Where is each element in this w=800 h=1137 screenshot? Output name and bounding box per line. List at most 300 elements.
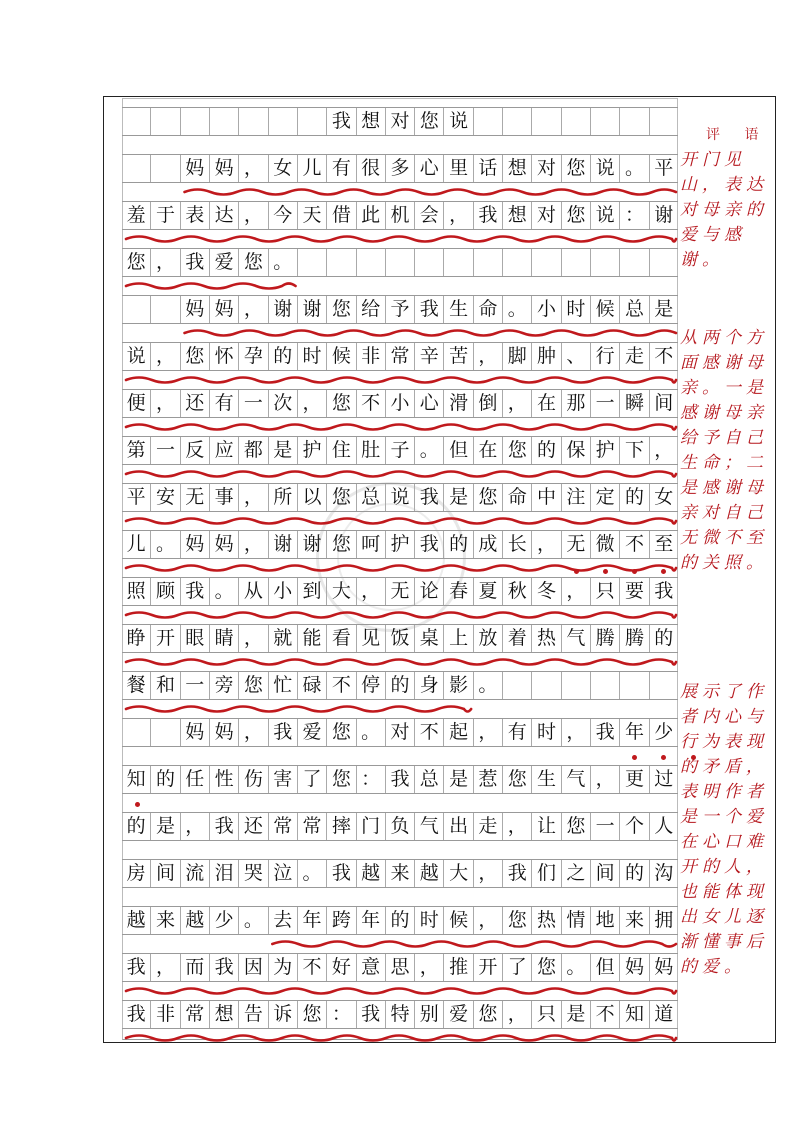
grid-cell: 妈 xyxy=(654,956,674,978)
grid-cell: 常 xyxy=(386,343,415,370)
grid-cell: 我 xyxy=(415,296,444,323)
grid-cell: 至 xyxy=(654,533,674,555)
grid-cell xyxy=(474,249,503,276)
grid-cell: 候 xyxy=(327,343,356,370)
grid-cell: 就 xyxy=(269,625,298,652)
grid-cell: ， xyxy=(239,296,268,323)
grid-cell: 能 xyxy=(298,625,327,652)
grid-cell: 不 xyxy=(415,719,444,746)
grid-cell: 。 xyxy=(620,155,649,182)
text-row xyxy=(122,295,678,324)
text-row xyxy=(122,436,678,465)
grid-cell: 一 xyxy=(591,813,620,840)
grid-cell: 、 xyxy=(562,343,591,370)
grid-cell: 小 xyxy=(532,296,561,323)
grid-cell: 妈 xyxy=(181,296,210,323)
text-row xyxy=(122,154,678,183)
grid-cell: 我 xyxy=(357,1001,386,1028)
wavy-underline xyxy=(122,1031,678,1045)
grid-cell: 的 xyxy=(654,627,674,649)
grid-cell: 您 xyxy=(327,296,356,323)
grid-cell: 泣 xyxy=(269,860,298,887)
grid-cell: 我 xyxy=(210,954,239,981)
grid-cell: 您 xyxy=(181,343,210,370)
grid-cell: 别 xyxy=(415,1001,444,1028)
grid-cell: 气 xyxy=(562,766,591,793)
grid-cell: 里 xyxy=(444,155,473,182)
grid-cell xyxy=(562,249,591,276)
grid-cell: 照 xyxy=(122,578,151,605)
grid-cell: 沟 xyxy=(654,862,674,884)
grid-cell: 生 xyxy=(444,296,473,323)
grid-cell: 越 xyxy=(181,907,210,934)
grid-cell: 忙 xyxy=(269,672,298,699)
grid-cell: 。 xyxy=(562,954,591,981)
grid-cell: 伤 xyxy=(239,766,268,793)
grid-cell: 气 xyxy=(562,625,591,652)
grid-cell: 说 xyxy=(386,484,415,511)
grid-cell: 想 xyxy=(210,1001,239,1028)
wavy-underline xyxy=(122,984,678,998)
grid-cell: 成 xyxy=(474,531,503,558)
grid-cell: 常 xyxy=(298,813,327,840)
grid-cell xyxy=(620,108,649,135)
grid-cell: 走 xyxy=(474,813,503,840)
grid-cell: 的 xyxy=(444,531,473,558)
grid-cell: 我 xyxy=(415,531,444,558)
grid-cell: 命 xyxy=(503,484,532,511)
grid-cell: 因 xyxy=(239,954,268,981)
grid-cell: ： xyxy=(620,202,649,229)
grid-cell: 房 xyxy=(122,860,151,887)
grid-cell: ： xyxy=(327,1001,356,1028)
title-row xyxy=(122,107,678,136)
grid-cell xyxy=(650,108,678,135)
grid-cell: 谢 xyxy=(269,296,298,323)
wavy-underline xyxy=(122,937,678,951)
grid-cell: 对 xyxy=(532,202,561,229)
grid-cell: 冬 xyxy=(532,578,561,605)
grid-cell: 有 xyxy=(210,390,239,417)
grid-cell: 心 xyxy=(415,155,444,182)
grid-cell: ， xyxy=(239,625,268,652)
grid-cell: 是 xyxy=(151,813,180,840)
grid-cell: 的 xyxy=(151,766,180,793)
grid-cell: 时 xyxy=(562,296,591,323)
grid-cell: 走 xyxy=(620,343,649,370)
grid-cell: 您 xyxy=(503,766,532,793)
grid-cell: 很 xyxy=(357,155,386,182)
grid-cell: ， xyxy=(503,390,532,417)
grid-cell: 好 xyxy=(327,954,356,981)
grid-cell: 桌 xyxy=(415,625,444,652)
grid-cell: 说 xyxy=(591,202,620,229)
grid-cell xyxy=(151,108,180,135)
wavy-underline xyxy=(122,373,678,387)
grid-cell: 谢 xyxy=(298,296,327,323)
text-row xyxy=(122,812,678,841)
grid-cell xyxy=(327,249,356,276)
grid-cell: 为 xyxy=(269,954,298,981)
grid-cell: 以 xyxy=(298,484,327,511)
grid-cell: 小 xyxy=(269,578,298,605)
grid-cell: 但 xyxy=(444,437,473,464)
grid-cell: 旁 xyxy=(210,672,239,699)
grid-cell: 有 xyxy=(327,155,356,182)
grid-cell: 护 xyxy=(386,531,415,558)
grid-cell: 今 xyxy=(269,202,298,229)
grid-cell xyxy=(591,672,620,699)
grid-cell: 妈 xyxy=(210,719,239,746)
grid-cell: ， xyxy=(474,860,503,887)
grid-cell: 我 xyxy=(591,719,620,746)
grid-cell: 意 xyxy=(357,954,386,981)
grid-cell: 肿 xyxy=(532,343,561,370)
grid-cell: 之 xyxy=(562,860,591,887)
grid-cell: 。 xyxy=(239,907,268,934)
grid-cell: 住 xyxy=(327,437,356,464)
grid-cell: 去 xyxy=(269,907,298,934)
grid-cell xyxy=(210,108,239,135)
grid-cell: 给 xyxy=(357,296,386,323)
grid-cell: 开 xyxy=(474,954,503,981)
grid-cell: 思 xyxy=(386,954,415,981)
grid-cell: 您 xyxy=(122,249,151,276)
grid-cell xyxy=(239,108,268,135)
grid-cell xyxy=(650,672,678,699)
grid-cell: 天 xyxy=(298,202,327,229)
grid-cell: 过 xyxy=(654,768,674,790)
grid-cell: 。 xyxy=(474,672,503,699)
grid-cell: 。 xyxy=(357,719,386,746)
grid-cell: 睛 xyxy=(210,625,239,652)
grid-cell xyxy=(415,249,444,276)
grid-cell: 谢 xyxy=(298,531,327,558)
grid-cell: ， xyxy=(654,439,674,461)
grid-cell: 出 xyxy=(444,813,473,840)
grid-cell: ， xyxy=(239,531,268,558)
wavy-underline xyxy=(122,232,678,246)
grid-cell: 妈 xyxy=(210,155,239,182)
grid-cell: ， xyxy=(239,155,268,182)
grid-cell: 知 xyxy=(620,1001,649,1028)
grid-cell: 见 xyxy=(357,625,386,652)
grid-cell: 总 xyxy=(620,296,649,323)
grid-cell: 您 xyxy=(562,155,591,182)
grid-cell: 女 xyxy=(269,155,298,182)
grid-cell: 生 xyxy=(532,766,561,793)
grid-cell: 年 xyxy=(357,907,386,934)
grid-cell: ， xyxy=(239,202,268,229)
grid-cell xyxy=(620,672,649,699)
wavy-underline xyxy=(122,467,678,481)
grid-cell: 平 xyxy=(654,157,674,179)
grid-cell xyxy=(151,155,180,182)
grid-cell: 妈 xyxy=(210,296,239,323)
wavy-underline xyxy=(122,561,678,575)
grid-cell: 睁 xyxy=(122,625,151,652)
grid-cell xyxy=(357,249,386,276)
grid-cell: 脚 xyxy=(503,343,532,370)
grid-cell: ， xyxy=(239,484,268,511)
grid-cell: 大 xyxy=(327,578,356,605)
grid-cell: 来 xyxy=(386,860,415,887)
grid-cell: 事 xyxy=(210,484,239,511)
emphasis-dot xyxy=(603,569,608,574)
grid-cell: 倒 xyxy=(474,390,503,417)
grid-cell: 。 xyxy=(503,296,532,323)
grid-cell: 您 xyxy=(239,249,268,276)
grid-cell: 的 xyxy=(269,343,298,370)
grid-cell: 那 xyxy=(562,390,591,417)
grid-cell: 时 xyxy=(415,907,444,934)
grid-cell: 情 xyxy=(562,907,591,934)
grid-cell: ， xyxy=(562,719,591,746)
grid-cell: 总 xyxy=(415,766,444,793)
text-row xyxy=(122,248,678,277)
grid-cell: 便 xyxy=(122,390,151,417)
grid-cell: ， xyxy=(503,1001,532,1028)
grid-cell: 了 xyxy=(503,954,532,981)
grid-cell: 您 xyxy=(327,484,356,511)
grid-cell: 借 xyxy=(327,202,356,229)
wavy-underline xyxy=(122,279,678,293)
grid-cell: 机 xyxy=(386,202,415,229)
grid-cell: 爱 xyxy=(210,249,239,276)
grid-cell: 非 xyxy=(357,343,386,370)
grid-cell: 我 xyxy=(415,484,444,511)
grid-cell: 气 xyxy=(415,813,444,840)
grid-cell: 来 xyxy=(620,907,649,934)
grid-cell: 时 xyxy=(298,343,327,370)
grid-cell: 热 xyxy=(532,907,561,934)
grid-cell: ： xyxy=(357,766,386,793)
grid-cell xyxy=(532,672,561,699)
grid-cell: 反 xyxy=(181,437,210,464)
grid-cell xyxy=(562,672,591,699)
grid-cell: 我 xyxy=(181,249,210,276)
wavy-underline xyxy=(122,420,678,434)
grid-cell: 心 xyxy=(415,390,444,417)
grid-cell: 推 xyxy=(444,954,473,981)
grid-cell: 候 xyxy=(444,907,473,934)
comment-1: 开门见山，表达对母亲的爱与感谢。 xyxy=(680,150,768,270)
grid-cell: 妈 xyxy=(181,531,210,558)
grid-cell: 们 xyxy=(532,860,561,887)
wavy-underline xyxy=(122,185,678,199)
grid-cell: 苦 xyxy=(444,343,473,370)
grid-cell: 我 xyxy=(210,813,239,840)
grid-cell: 您 xyxy=(327,531,356,558)
grid-cell: 多 xyxy=(386,155,415,182)
grid-cell xyxy=(503,108,532,135)
grid-cell: ， xyxy=(357,578,386,605)
grid-cell: 于 xyxy=(151,202,180,229)
grid-cell xyxy=(503,672,532,699)
grid-cell: 从 xyxy=(239,578,268,605)
grid-cell: 您 xyxy=(503,437,532,464)
text-row xyxy=(122,671,678,700)
grid-cell: 间 xyxy=(591,860,620,887)
grid-cell: 谢 xyxy=(654,204,674,226)
grid-cell: 的 xyxy=(122,813,151,840)
grid-cell: 您 xyxy=(298,1001,327,1028)
grid-cell: 到 xyxy=(298,578,327,605)
grid-cell: 间 xyxy=(654,392,674,414)
grid-cell: 您 xyxy=(327,390,356,417)
grid-cell: 告 xyxy=(239,1001,268,1028)
grid-cell: 不 xyxy=(654,345,674,367)
grid-cell: 不 xyxy=(591,1001,620,1028)
grid-cell: 呵 xyxy=(357,531,386,558)
grid-cell: 候 xyxy=(591,296,620,323)
grid-cell: 一 xyxy=(151,437,180,464)
grid-cell: 是 xyxy=(444,766,473,793)
grid-cell: 的 xyxy=(386,672,415,699)
grid-cell: ， xyxy=(415,954,444,981)
grid-cell: 饭 xyxy=(386,625,415,652)
grid-cell: 常 xyxy=(181,1001,210,1028)
text-row xyxy=(122,342,678,371)
grid-cell: 妈 xyxy=(620,954,649,981)
grid-cell: 年 xyxy=(620,719,649,746)
grid-cell: 所 xyxy=(269,484,298,511)
grid-cell: 我 xyxy=(122,1001,151,1028)
grid-cell: 哭 xyxy=(239,860,268,887)
text-row xyxy=(122,953,678,982)
grid-cell: 跨 xyxy=(327,907,356,934)
grid-cell: ， xyxy=(444,202,473,229)
grid-cell: 了 xyxy=(298,766,327,793)
grid-cell: 论 xyxy=(415,578,444,605)
grid-cell: 腾 xyxy=(591,625,620,652)
grid-cell: 拥 xyxy=(654,909,674,931)
grid-cell: 滑 xyxy=(444,390,473,417)
grid-cell: 一 xyxy=(239,390,268,417)
grid-cell: 达 xyxy=(210,202,239,229)
grid-cell: 但 xyxy=(591,954,620,981)
grid-cell: 无 xyxy=(181,484,210,511)
grid-cell: 妈 xyxy=(210,531,239,558)
grid-cell: 地 xyxy=(591,907,620,934)
grid-cell xyxy=(591,249,620,276)
grid-cell xyxy=(532,108,561,135)
grid-cell: 我 xyxy=(327,860,356,887)
grid-cell: 惹 xyxy=(474,766,503,793)
grid-cell: 您 xyxy=(327,719,356,746)
grid-cell: 碌 xyxy=(298,672,327,699)
text-row xyxy=(122,906,678,935)
grid-cell: 应 xyxy=(210,437,239,464)
grid-cell: 是 xyxy=(654,298,674,320)
grid-cell: 瞬 xyxy=(620,390,649,417)
grid-cell: 您 xyxy=(503,907,532,934)
grid-cell: 是 xyxy=(562,1001,591,1028)
grid-cell: 予 xyxy=(386,296,415,323)
grid-cell xyxy=(181,108,210,135)
grid-cell: 我 xyxy=(654,580,674,602)
grid-cell: 女 xyxy=(654,486,674,508)
grid-cell: 负 xyxy=(386,813,415,840)
text-row xyxy=(122,577,678,606)
grid-cell: 此 xyxy=(357,202,386,229)
wavy-underline xyxy=(122,326,678,340)
grid-cell: 诉 xyxy=(269,1001,298,1028)
grid-cell: 表 xyxy=(181,202,210,229)
grid-cell: 子 xyxy=(386,437,415,464)
grid-cell: 无 xyxy=(562,531,591,558)
text-row xyxy=(122,530,678,559)
grid-cell: 您 xyxy=(474,484,503,511)
grid-cell: 个 xyxy=(620,813,649,840)
wavy-underline xyxy=(122,608,678,622)
grid-cell: 我 xyxy=(474,202,503,229)
grid-cell: 安 xyxy=(151,484,180,511)
grid-cell: 对 xyxy=(386,719,415,746)
grid-cell: 只 xyxy=(532,1001,561,1028)
grid-cell: ， xyxy=(298,390,327,417)
grid-cell: 注 xyxy=(562,484,591,511)
grid-cell: 谢 xyxy=(269,531,298,558)
grid-cell: 停 xyxy=(357,672,386,699)
grid-cell: 年 xyxy=(298,907,327,934)
grid-cell: 小 xyxy=(386,390,415,417)
text-row xyxy=(122,859,678,888)
grid-cell: 餐 xyxy=(122,672,151,699)
grid-cell: 中 xyxy=(532,484,561,511)
text-row xyxy=(122,389,678,418)
grid-cell: 腾 xyxy=(620,625,649,652)
grid-cell: 无 xyxy=(386,578,415,605)
grid-cell: 越 xyxy=(415,860,444,887)
grid-cell xyxy=(122,155,151,182)
grid-cell: ， xyxy=(532,531,561,558)
grid-cell: 羞 xyxy=(122,202,151,229)
grid-cell: 想 xyxy=(503,202,532,229)
grid-cell: 还 xyxy=(181,390,210,417)
text-row xyxy=(122,765,678,794)
grid-cell: 眼 xyxy=(181,625,210,652)
grid-cell: 流 xyxy=(181,860,210,887)
grid-cell: 。 xyxy=(269,249,298,276)
grid-cell: 非 xyxy=(151,1001,180,1028)
grid-cell: 辛 xyxy=(415,343,444,370)
grid-cell: 对 xyxy=(386,108,415,135)
grid-cell: 总 xyxy=(357,484,386,511)
grid-cell: 您 xyxy=(562,202,591,229)
grid-cell: 说 xyxy=(122,343,151,370)
grid-cell: 肚 xyxy=(357,437,386,464)
grid-cell xyxy=(122,719,151,746)
grid-cell: 对 xyxy=(532,155,561,182)
grid-cell: ， xyxy=(503,813,532,840)
wavy-underline xyxy=(122,702,678,716)
grid-cell: 我 xyxy=(386,766,415,793)
grid-cell: 在 xyxy=(474,437,503,464)
grid-cell xyxy=(591,108,620,135)
grid-cell: 身 xyxy=(415,672,444,699)
grid-cell: 您 xyxy=(562,813,591,840)
comments-heading: 评 语 xyxy=(706,127,769,143)
text-row xyxy=(122,483,678,512)
grid-cell: 要 xyxy=(620,578,649,605)
grid-cell xyxy=(650,249,678,276)
grid-cell: 话 xyxy=(474,155,503,182)
grid-cell xyxy=(269,108,298,135)
grid-cell: 起 xyxy=(444,719,473,746)
grid-cell: ， xyxy=(562,578,591,605)
grid-cell: 行 xyxy=(591,343,620,370)
